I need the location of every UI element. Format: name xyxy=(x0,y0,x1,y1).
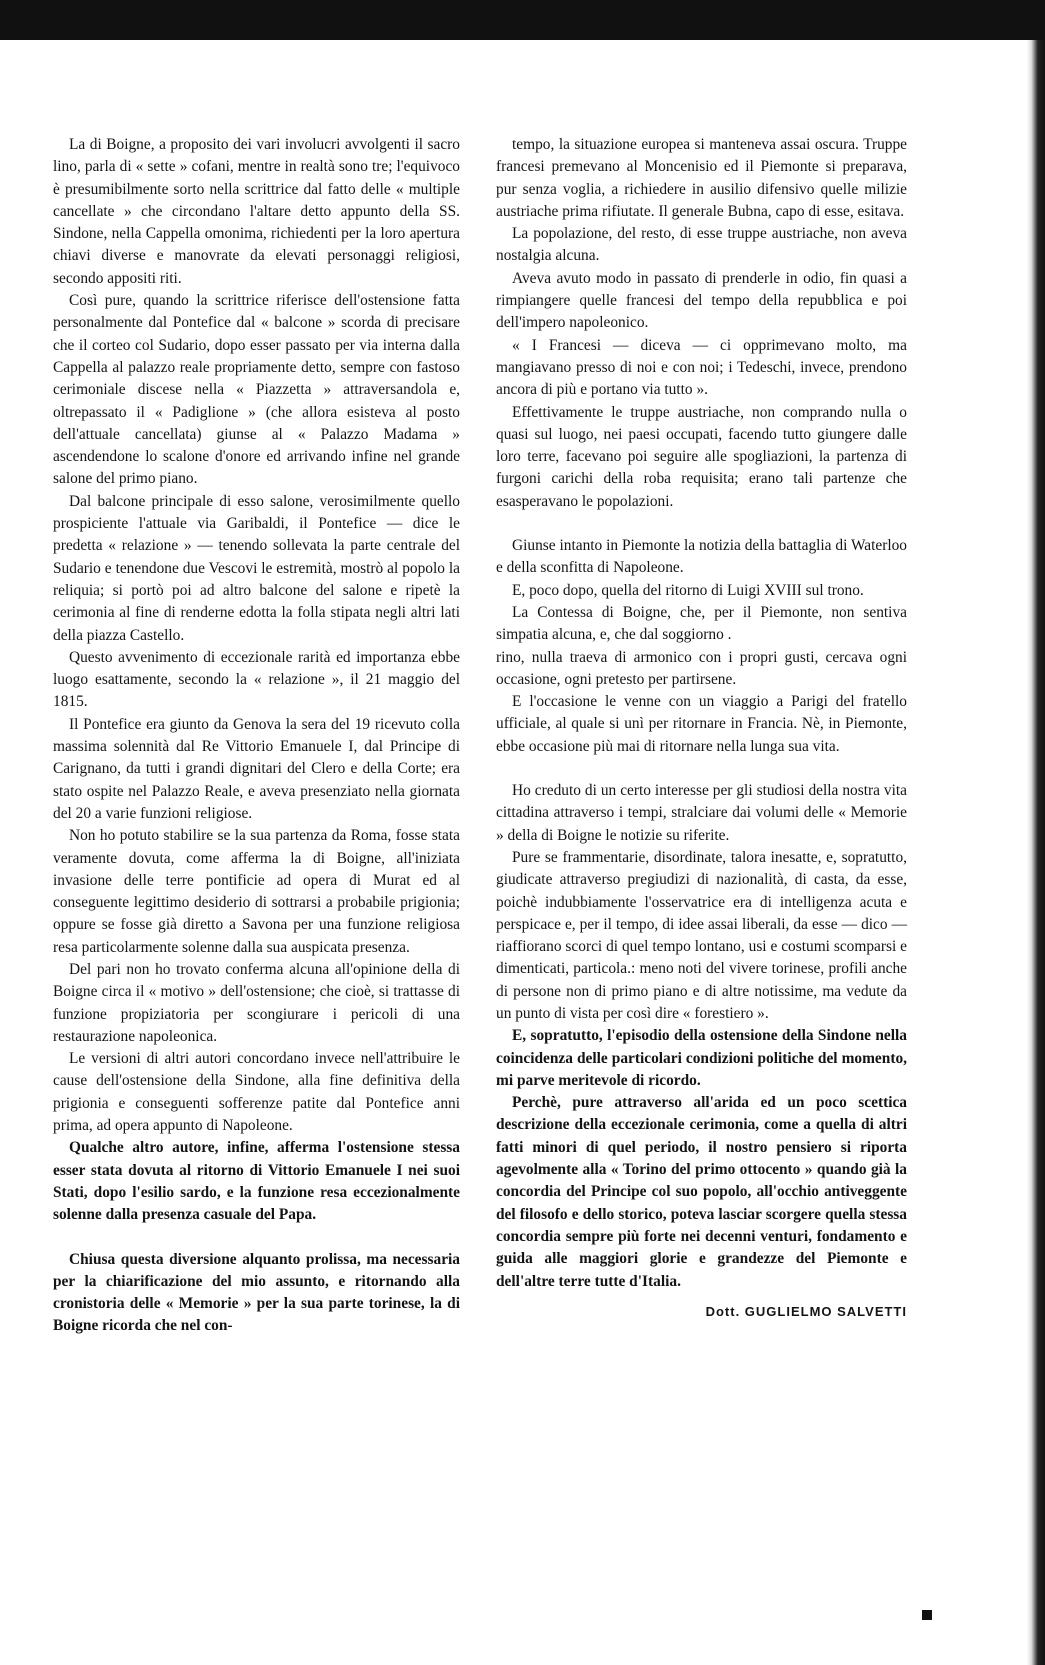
paragraph: Del pari non ho trovato conferma alcuna all'opinione della di Boigne circa il « motivo » dell'ostensione; che cioè, si trattasse di funzione propiziatoria per scongiurare i pericoli di una restaurazione napoleonica. xyxy=(53,960,460,1045)
paragraph: Pure se frammentarie, disordinate, talora inesatte, e, sopratutto, giudicate attraverso pregiudizi di nazionalità, di casta, da esse, poichè indubbiamente l'osservatrice era di intelligenza acuta e perspicace e, per il tempo, di idee assai liberali, da esse — dico — riaffiorano scorci di quel tempo lontano, usi e costumi scomparsi e dimenticati, particola.: meno noti del vivere torinese, profili anche di persone non di primo piano e di altre notissime, ma vedute da un punto di vista per così dire « forestiero ». xyxy=(496,848,907,1022)
paragraph: La popolazione, del resto, di esse truppe austriache, non aveva nostalgia alcuna. xyxy=(496,225,907,265)
paragraph: Dal balcone principale di esso salone, verosimilmente quello prospiciente l'attuale via Garibaldi, il Pontefice — dice le predetta « relazione » — tenendo sollevata la parte centrale del Sudario e tenendone due Vescovi le estremità, mostrò al popolo la reliquia; si portò poi ad altro balcone del salone e ripetè la cerimonia al fine di renderne edotta la folla stipata negli altri lati della piazza Castello. xyxy=(53,492,460,644)
paragraph: Chiusa questa diversione alquanto prolissa, ma necessaria per la chiarificazione del mio assunto, e ritornando alla cronistoria delle « Memorie » per la sua parte torinese, la di Boigne ricorda che nel con- xyxy=(53,1250,460,1335)
paragraph: Questo avvenimento di eccezionale rarità ed importanza ebbe luogo esattamente, secondo la « relazione », il 21 maggio del 1815. xyxy=(53,648,460,711)
paragraph: Aveva avuto modo in passato di prenderle in odio, fin quasi a rimpiangere quelle francesi del tempo della repubblica e poi dell'impero napoleonico. xyxy=(496,269,907,332)
paragraph: Non ho potuto stabilire se la sua partenza da Roma, fosse stata veramente dovuta, come afferma la di Boigne, all'iniziata invasione delle terre pontificie ad opera di Murat ed al conseguente legittimo desiderio di sottrarsi a probabile prigionia; oppure se fosse già diretto a Savona per una funzione religiosa resa particolarmente solenne dalla sua auspicata presenza. xyxy=(53,827,460,956)
text-column-left xyxy=(53,134,460,1338)
paragraph: La di Boigne, a proposito dei vari involucri avvolgenti il sacro lino, parla di « sette » cofani, mentre in realtà sono tre; l'equivoco è presumibilmente sorto nella scrittrice dal fatto delle « multiple cancellate » che circondano l'altare detto appunto della SS. Sindone, nella Cappella omonima, richiedenti per la loro apertura chiavi diverse e manovrate da elevati personaggi religiosi, secondo appositi riti. xyxy=(53,136,460,287)
scan-top-border xyxy=(0,0,1045,40)
paragraph: E l'occasione le venne con un viaggio a Parigi del fratello ufficiale, al quale si unì per ritornare in Francia. Nè, in Piemonte, ebbe occasione più mai di ritornare nella lunga sua vita. xyxy=(496,693,907,755)
author-signature: Dott. GUGLIELMO SALVETTI xyxy=(705,1303,907,1319)
paragraph: Perchè, pure attraverso all'arida ed un poco scettica descrizione della eccezionale cerimonia, come a quella di altri fatti minori di quel periodo, il nostro pensiero si riporta agevolmente alla « Torino del primo ottocento » quando già la concordia del Principe col suo popolo, all'occhio antiveggente del filosofo e dello storico, poteva lasciar scorgere quella stessa concordia sempre più forte nei decenni venturi, fondamento e guida alle maggiori glorie e grandezze del Piemonte e dell'altre terre tutte d'Italia. xyxy=(496,1094,907,1290)
paragraph: rino, nulla traeva di armonico con i propri gusti, cercava ogni occasione, ogni pretesto per partirsene. xyxy=(496,648,907,688)
page-end-mark xyxy=(922,1610,932,1620)
paragraph: Effettivamente le truppe austriache, non comprando nulla o quasi sul luogo, nei paesi occupati, facendo tutto giungere dalle loro terre, facevano poi seguire alle spogliazioni, la partenza di furgoni carichi della roba requisita; erano tali partenze che esasperavano le popolazioni. xyxy=(496,403,907,510)
paragraph: « I Francesi — diceva — ci opprimevano molto, ma mangiavano presso di noi e con noi; i Tedeschi, invece, prendono ancora di più e portano via tutto ». xyxy=(496,336,907,399)
paragraph: Giunse intanto in Piemonte la notizia della battaglia di Waterloo e della sconfitta di Napoleone. xyxy=(496,537,907,577)
paragraph: E, poco dopo, quella del ritorno di Luigi XVIII sul trono. xyxy=(512,581,864,599)
text-column-right xyxy=(496,134,907,1323)
paragraph: Le versioni di altri autori concordano invece nell'attribuire le cause dell'ostensione della Sindone, alla fine definitiva della prigionia e conseguenti sofferenze patite dal Pontefice anni prima, ad opera appunto di Napoleone. xyxy=(53,1050,460,1135)
paragraph: tempo, la situazione europea si manteneva assai oscura. Truppe francesi premevano al Moncenisio ed il Piemonte si preparava, pur senza voglia, a richiedere in ausilio difensivo quelle milizie austriache prima rifiutate. Il generale Bubna, capo di esse, esitava. xyxy=(496,136,907,220)
paragraph: Qualche altro autore, infine, afferma l'ostensione stessa esser stata dovuta al ritorno di Vittorio Emanuele I nei suoi Stati, dopo l'esilio sardo, e la funzione resa eccezionalmente solenne dalla presenza casuale del Papa. xyxy=(53,1139,460,1224)
paragraph: Il Pontefice era giunto da Genova la sera del 19 ricevuto colla massima solennità dal Re Vittorio Emanuele I, dal Principe di Carignano, da tutti i grandi dignitari del Clero e della Corte; era stato ospite nel Palazzo Reale, e aveva presenziato nella giornata del 20 a varie funzioni religiose. xyxy=(53,715,460,822)
paragraph: Ho creduto di un certo interesse per gli studiosi della nostra vita cittadina attraverso i tempi, stralciare dai volumi delle « Memorie » della di Boigne le notizie su riferite. xyxy=(496,782,907,844)
paragraph: E, sopratutto, l'episodio della ostensione della Sindone nella coincidenza delle particolari condizioni politiche del momento, mi parve meritevole di ricordo. xyxy=(496,1027,907,1089)
scan-right-border xyxy=(1027,40,1045,1665)
paragraph: La Contessa di Boigne, che, per il Piemonte, non sentiva simpatia alcuna, e, che dal soggiorno . xyxy=(496,603,907,644)
paragraph: Così pure, quando la scrittrice riferisce dell'ostensione fatta personalmente dal Pontefice dal « balcone » scorda di precisare che il corteo col Sudario, dopo esser passato per via interna dalla Cappella al palazzo reale propriamente detto, sempre con fastoso cerimoniale discese nella « Piazzetta » attraversandola e, oltrepassato il « Padiglione » (che allora esisteva al posto dell'attuale cancellata) giunse al « Palazzo Madama » ascendendone lo scalone d'onore ed arrivando infine nel grande salone del primo piano. xyxy=(53,292,460,488)
